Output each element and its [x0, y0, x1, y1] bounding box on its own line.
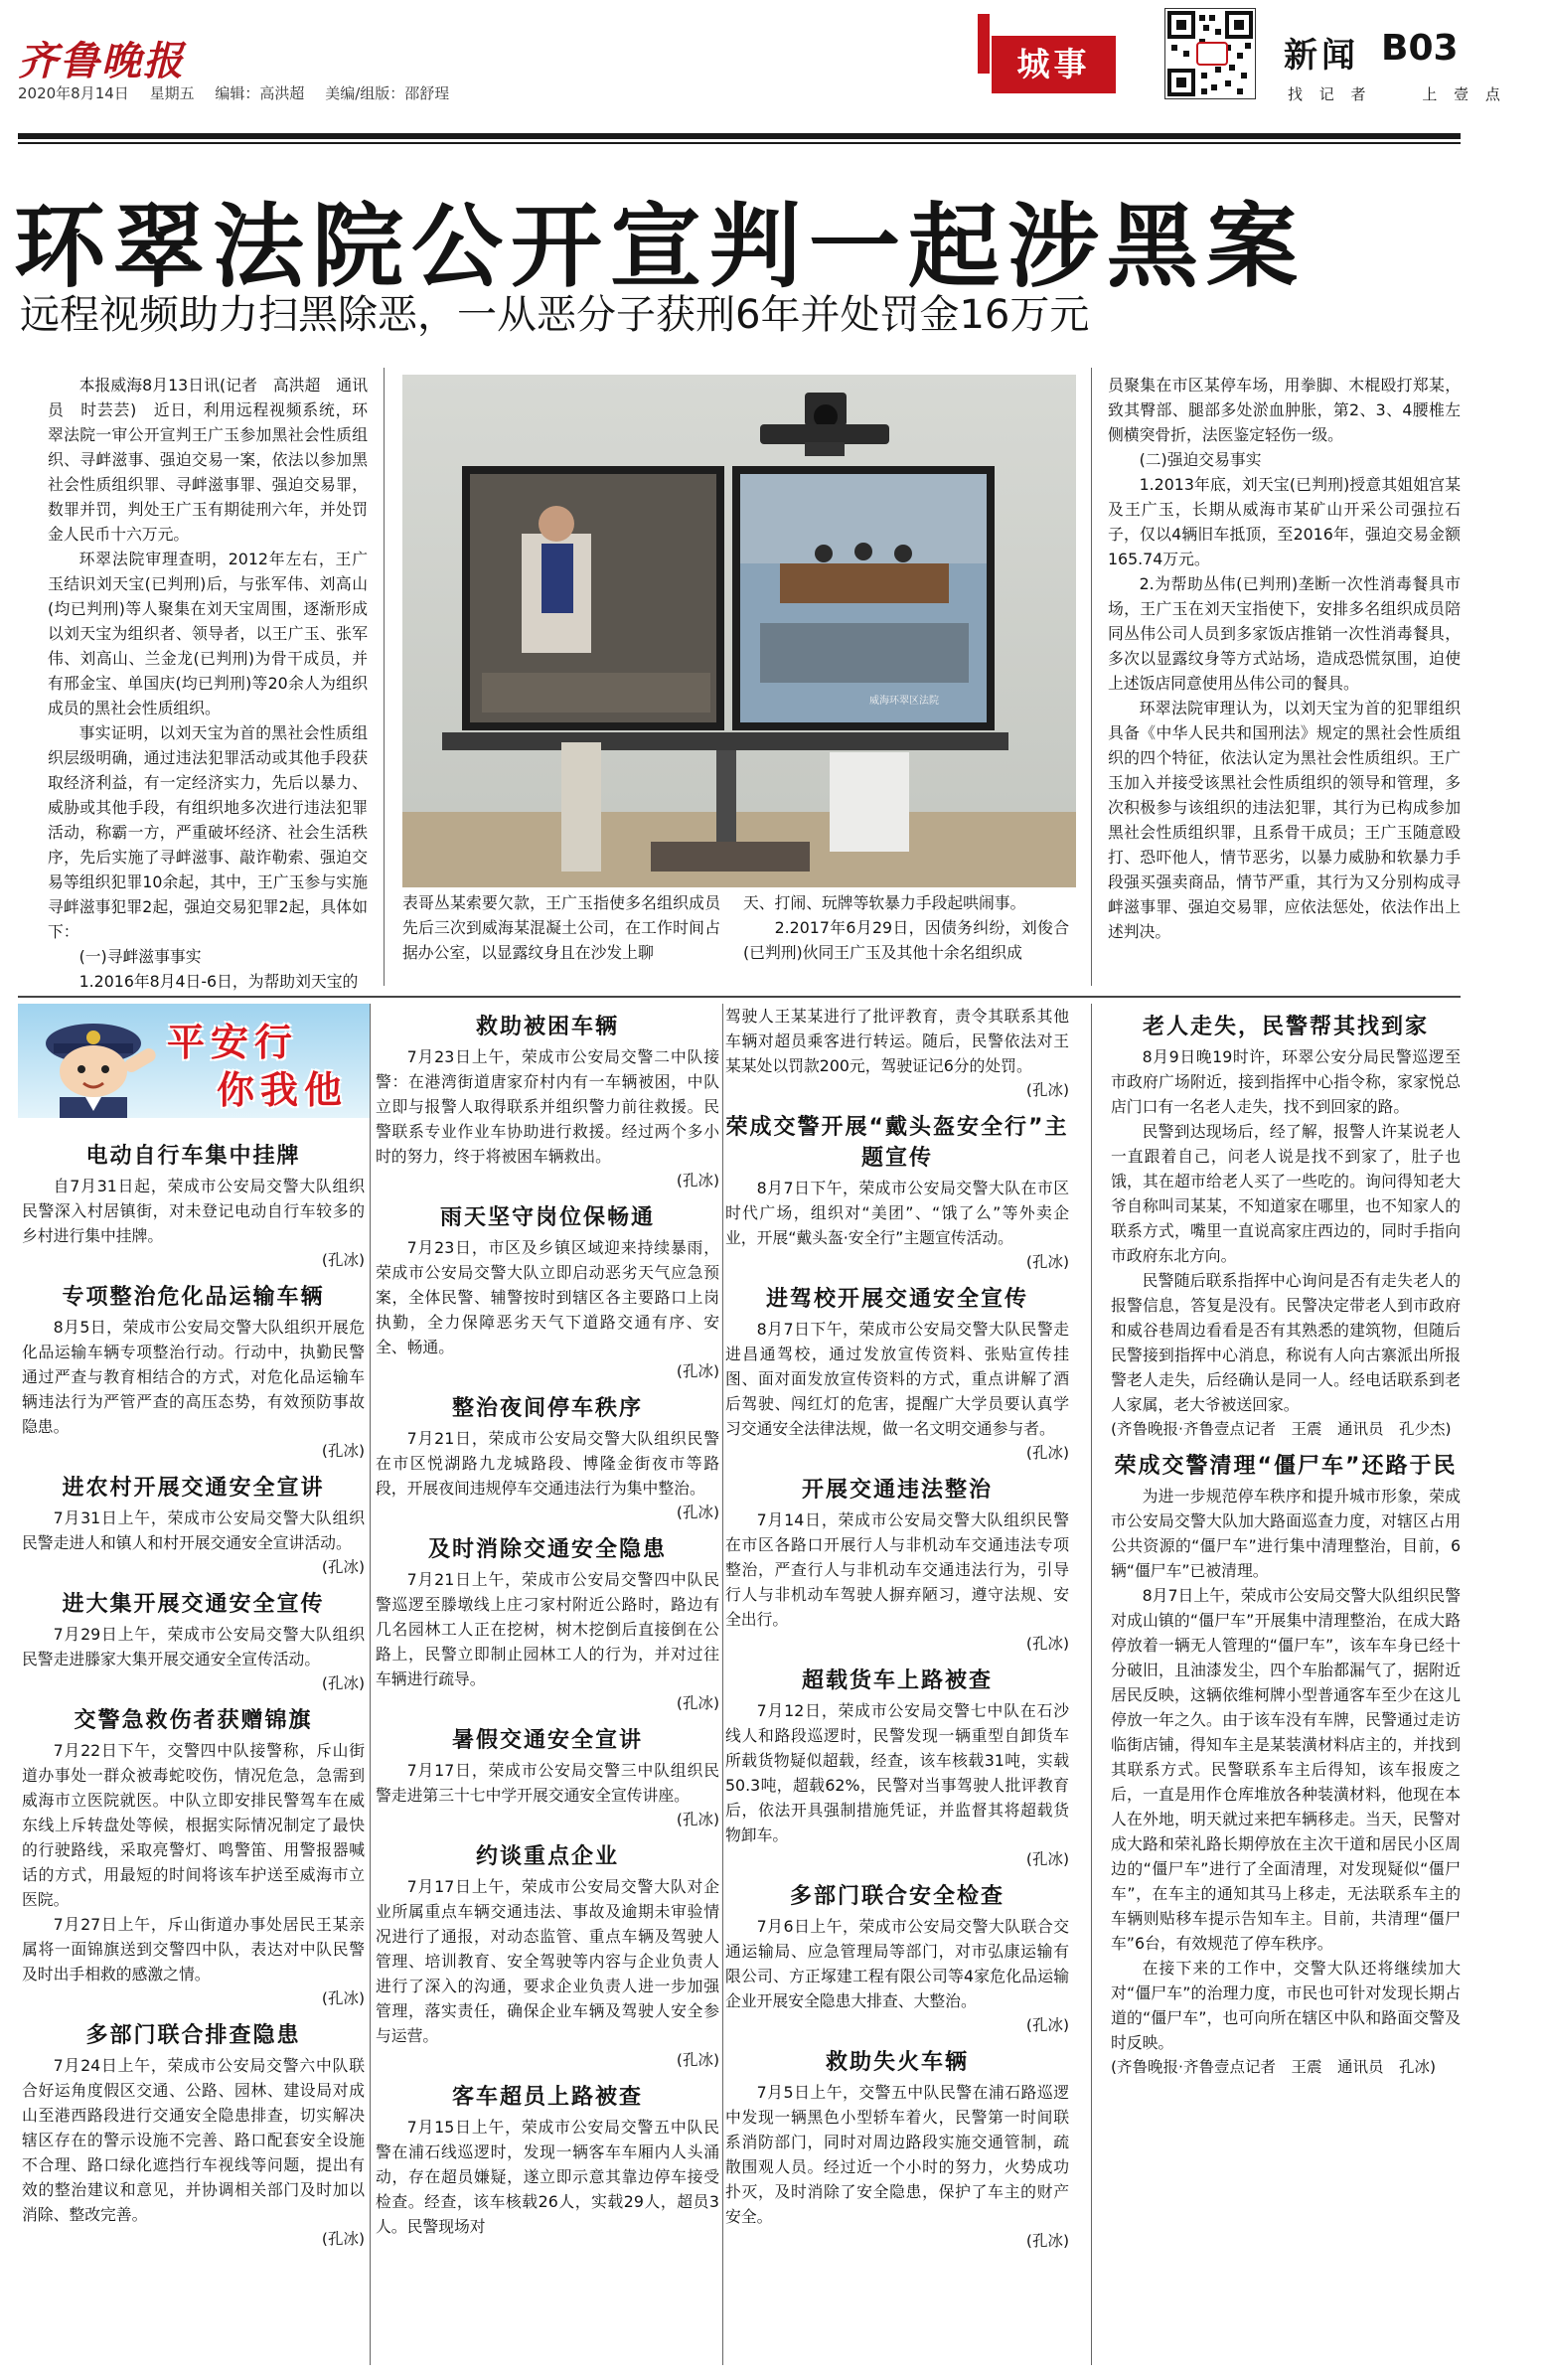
briefs-column-mid — [376, 1004, 719, 2247]
brief-title: 超载货车上路被查 — [801, 1668, 993, 1693]
section-tag — [978, 10, 1119, 81]
mid-rule — [18, 996, 1461, 998]
brief-item — [22, 1280, 365, 1463]
brief-byline: (孔冰) — [1025, 1635, 1069, 1653]
brief-paragraph: 7月5日上午，交警五中队民警在浦石路巡逻中发现一辆黑色小型轿车着火，民警第一时间联系消防部门，同时对周边路段实施交通管制，疏散围观人员。经过近一个小时的努力，火势成功扑灭，及时消除了安全隐患，保护了车主的财产安全。 — [725, 2083, 1069, 2226]
brief-paragraph: 7月31日上午，荣成市公安局交警大队组织民警走进人和镇人和村开展交通安全宣讲活动。 — [22, 1508, 365, 1552]
brief-title: 进大集开展交通安全宣传 — [62, 1592, 325, 1617]
brief-title: 救助失火车辆 — [825, 2050, 969, 2075]
brief-title: 进农村开展交通安全宣讲 — [62, 1476, 325, 1501]
section-news-label: 新闻 — [1284, 36, 1359, 76]
column-divider — [370, 1004, 371, 2365]
brief-item — [22, 1703, 365, 2010]
brief-body — [725, 1507, 1069, 1632]
brief-paragraph: 7月6日上午，荣成市公安局交警大队联合交通运输局、应急管理局等部门，对市弘康运输有限公司、方正塚建工程有限公司等4家危化品运输企业开展安全隐患大排查、大整治。 — [725, 1917, 1069, 2010]
column-divider — [384, 368, 385, 986]
lead-paragraph-6: 天、打闹、玩牌等软暴力手段起哄闹事。 — [743, 893, 1026, 912]
brief-body — [725, 1176, 1069, 1250]
brief-title: 荣成交警清理“僵尸车”还路于民 — [1114, 1454, 1458, 1479]
brief-byline: (孔冰) — [321, 1989, 365, 2007]
brief-byline: (孔冰) — [676, 1694, 719, 1712]
brief-byline: (孔冰) — [676, 1811, 719, 1828]
brief-item — [376, 1723, 719, 1831]
screen-caption: 威海环翠区法院 — [869, 696, 939, 707]
top-rule — [18, 133, 1461, 139]
brief-paragraph: 7月23日上午，荣成市公安局交警二中队接警：在港湾街道唐家夼村内有一车辆被困，中队立即与报警人取得联系并组织警力前往救援。民警联系专业作业车协助进行救援。经过两个多小时的努力，终于将被困车辆救出。 — [376, 1047, 719, 1166]
brief-paragraph: 驾驶人王某某进行了批评教育，责令其联系其他车辆对超员乘客进行转运。随后，民警依法对王某某处以罚款200元，驾驶证记6分的处罚。 — [725, 1007, 1069, 1075]
safety-banner — [18, 1004, 371, 1118]
brief-paragraph: 8月5日，荣成市公安局交警大队组织开展危化品运输车辆专项整治行动。行动中，执勤民警通过严查与教育相结合的方式，对危化品运输车辆违法行为严管严查的高压态势，有效预防事故隐患。 — [22, 1318, 365, 1436]
section-label: 城事 — [992, 36, 1116, 93]
issue-date: 2020年8月14日 — [18, 84, 129, 102]
brief-byline: (孔冰) — [1025, 1444, 1069, 1462]
brief-title: 客车超员上路被查 — [451, 2085, 643, 2110]
brief-title: 开展交通违法整治 — [801, 1478, 993, 1503]
brief-byline: (孔冰) — [676, 1504, 719, 1521]
lead-paragraph-10: 2.为帮助丛伟(已判刑)垄断一次性消毒餐具市场，王广玉在刘天宝指使下，安排多名组织成员陪同丛伟公司人员到多家饭店推销一次性消毒餐具，多次以显露纹身等方式站场，造成恐慌氛围，迫使上述饭店同意使用丛伟公司的餐具。 — [1108, 574, 1461, 693]
brief-item — [725, 1879, 1069, 2037]
brief-title: 暑假交通安全宣讲 — [451, 1728, 643, 1753]
brief-byline: (齐鲁晚报·齐鲁壹点记者 王震 通讯员 孔少杰) — [1111, 1420, 1452, 1438]
brief-item — [376, 1532, 719, 1715]
lead-paragraph-4: 1.2016年8月4日-6日，为帮助刘天宝的 — [78, 972, 359, 991]
brief-byline: (孔冰) — [1025, 2016, 1069, 2034]
brief-body — [1111, 1484, 1461, 2055]
brief-body — [376, 1567, 719, 1691]
brief-item — [22, 1471, 365, 1579]
top-rule-thin — [18, 142, 1461, 144]
brief-item — [1111, 1449, 1461, 2079]
brief-title: 多部门联合排查隐患 — [85, 2023, 301, 2048]
issue-designer: 美编/组版：邵舒珵 — [325, 84, 450, 102]
brief-body — [22, 1506, 365, 1555]
brief-title: 雨天坚守岗位保畅通 — [439, 1205, 655, 1230]
brief-title: 及时消除交通安全隐患 — [427, 1537, 667, 1562]
banner-line-2: 你我他 — [217, 1068, 349, 1112]
brief-item — [376, 2080, 719, 2239]
brief-body — [376, 1426, 719, 1501]
brief-body — [725, 1317, 1069, 1441]
briefs-column-left — [22, 1133, 365, 2259]
brief-item — [22, 1139, 365, 1272]
brief-body — [22, 2053, 365, 2227]
brief-title: 电动自行车集中挂牌 — [85, 1144, 301, 1169]
brief-body — [725, 1004, 1069, 1078]
brief-title: 救助被困车辆 — [475, 1015, 619, 1039]
brief-item — [725, 1282, 1069, 1465]
brief-body — [725, 1698, 1069, 1847]
lead-paragraph-9: 1.2013年底，刘天宝(已判刑)授意其姐姐宫某及王广玉，长期从威海市某矿山开采公司强拉石子，仅以4辆旧车抵顶，至2016年，强迫交易金额165.74万元。 — [1108, 475, 1461, 568]
brief-paragraph: 民警到达现场后，经了解，报警人许某说老人一直跟着自己，问老人说是找不到家了，肚子也饿，其在超市给老人买了一些吃的。询问得知老大爷自称叫司某某，不知道家在哪里，也不知家人的联系方式，嘴里一直说高家庄西边的，同时手指向市政府东北方向。 — [1111, 1122, 1461, 1265]
brief-body — [376, 1758, 719, 1808]
brief-body — [376, 1874, 719, 2048]
newspaper-logo: 齐鲁晚报 — [18, 38, 185, 84]
brief-byline: (孔冰) — [1025, 1850, 1069, 1868]
brief-byline: (孔冰) — [1025, 1253, 1069, 1271]
column-divider — [722, 1004, 723, 2365]
brief-byline: (孔冰) — [676, 1172, 719, 1190]
brief-title: 专项整治危化品运输车辆 — [62, 1285, 325, 1310]
brief-byline: (孔冰) — [676, 1362, 719, 1380]
issue-meta — [18, 82, 465, 103]
subheadline: 远程视频助力扫黑除恶，一从恶分子获刑6年并处罚金16万元 — [20, 292, 1090, 338]
column-divider — [1091, 368, 1092, 986]
page-number: B03 — [1381, 28, 1459, 69]
brief-body — [725, 1914, 1069, 2013]
brief-title: 约谈重点企业 — [475, 1844, 619, 1869]
headline: 环翠法院公开宣判一起涉黑案 — [14, 194, 1307, 300]
brief-paragraph: 8月7日下午，荣成市公安局交警大队民警走进昌通驾校，通过发放宣传资料、张贴宣传挂图、面对面发放宣传资料的方式，重点讲解了酒后驾驶、闯红灯的危害，提醒广大学员要认真学习交通安全法律法规，做一名文明交通参与者。 — [725, 1320, 1069, 1438]
brief-body — [22, 1622, 365, 1671]
column-label-right: 上 壹 点 — [1422, 85, 1506, 103]
brief-item — [1111, 1010, 1461, 1441]
brief-body — [376, 2115, 719, 2239]
brief-paragraph: 7月24日上午，荣成市公安局交警六中队联合好运角度假区交通、公路、园林、建设局对成山至港西路段进行交通安全隐患排查，切实解决辖区存在的警示设施不完善、路口配套安全设施不合理、路口绿化遮挡行车视线等问题，提出有效的整治建议和意见，并协调相关部门及时加以消除、整改完善。 — [22, 2056, 365, 2224]
brief-body — [725, 2080, 1069, 2229]
brief-paragraph: 7月22日下午，交警四中队接警称，斥山街道办事处一群众被毒蛇咬伤，情况危急，急需到威海市立医院就医。中队立即安排民警驾车在威东线上斥转盘处等候，根据实际情况制定了最快的行驶路线，采取亮警灯、鸣警笛、用警报器喊话的方式，用最短的时间将该车护送至威海市立医院。 — [22, 1741, 365, 1909]
lead-paragraph-3: 事实证明，以刘天宝为首的黑社会性质组织层级明确，通过违法犯罪活动或其他手段获取经济利益，有一定经济实力，先后以暴力、威胁或其他手段，有组织地多次进行违法犯罪活动，称霸一方，严重破坏经济、社会生活秩序，先后实施了寻衅滋事、敲诈勒索、强迫交易等组织犯罪10余起，其中，王广玉参与实施寻衅滋事犯罪2起，强迫交易犯罪2起，具体如下： — [48, 723, 368, 941]
brief-paragraph: 7月15日上午，荣成市公安局交警五中队民警在浦石线巡逻时，发现一辆客车车厢内人头涌动，存在超员嫌疑，遂立即示意其靠边停车接受检查。经查，该车核载26人，实载29人，超员3人。民警现场对 — [376, 2118, 719, 2236]
brief-item — [376, 1391, 719, 1524]
lead-subheading-2: (二)强迫交易事实 — [1139, 450, 1262, 469]
qr-brand-badge-icon — [1196, 42, 1228, 66]
lead-subheading-1: (一)寻衅滋事事实 — [78, 947, 202, 966]
brief-title: 交警急救伤者获赠锦旗 — [74, 1708, 313, 1733]
brief-paragraph: 7月27日上午，斥山街道办事处居民王某亲属将一面锦旗送到交警四中队，表达对中队民警及时出手相救的感激之情。 — [22, 1915, 365, 1983]
brief-paragraph: 8月9日晚19时许，环翠公安分局民警巡逻至市政府广场附近，接到指挥中心指令称，家家悦总店门口有一名老人走失，找不到回家的路。 — [1111, 1047, 1461, 1116]
brief-item — [725, 1004, 1069, 1102]
brief-item — [725, 1473, 1069, 1656]
brief-paragraph: 为进一步规范停车秩序和提升城市形象，荣成市公安局交警大队加大路面巡查力度，对辖区占用公共资源的“僵尸车”进行集中清理整治，目前，6辆“僵尸车”已被清理。 — [1111, 1487, 1461, 1580]
brief-body — [376, 1044, 719, 1169]
police-officer-icon — [24, 1004, 173, 1118]
column-label-left: 找 记 者 — [1288, 85, 1372, 103]
lead-article-col1 — [48, 373, 368, 994]
brief-title: 老人走失，民警帮其找到家 — [1142, 1015, 1429, 1039]
brief-body — [376, 1235, 719, 1359]
lead-paragraph-11: 环翠法院审理认为，以刘天宝为首的犯罪组织具备《中华人民共和国刑法》规定的黑社会性质组织的四个特征，依法认定为黑社会性质组织。王广玉加入并接受该黑社会性质组织的领导和管理，多次积极参与该组织的违法犯罪，其行为已构成参加黑社会性质组织罪，且系骨干成员；王广玉随意殴打、恐吓他人，情节恶劣，以暴力威胁和软暴力手段强买强卖商品，情节严重，其行为又分别构成寻衅滋事罪、强迫交易罪，应依法惩处，依法作出上述判决。 — [1108, 699, 1461, 941]
brief-item — [22, 1587, 365, 1695]
brief-body — [22, 1315, 365, 1439]
brief-paragraph: 7月17日上午，荣成市公安局交警大队对企业所属重点车辆交通违法、事故及逾期未审验情况进行了通报，对动态监管、重点车辆及驾驶人管理、培训教育、安全驾驶等内容与企业负责人进行了深入的沟通，要求企业负责人进一步加强管理，落实责任，确保企业车辆及驾驶人安全参与运营。 — [376, 1877, 719, 2045]
lead-article-col4 — [1108, 373, 1461, 944]
brief-paragraph: 8月7日下午，荣成市公安局交警大队在市区时代广场，组织对“美团”、“饿了么”等外卖企业，开展“戴头盔·安全行”主题宣传活动。 — [725, 1179, 1069, 1247]
brief-item — [725, 1110, 1069, 1274]
lead-paragraph-1: 本报威海8月13日讯(记者 高洪超 通讯员 时芸芸) 近日，利用远程视频系统，环翠法院一审公开宣判王广玉参加黑社会性质组织、寻衅滋事、强迫交易一案，依法以参加黑社会性质组织罪、寻衅滋事罪、强迫交易罪，数罪并罚，判处王广玉有期徒刑六年，并处罚金人民币十六万元。 — [48, 376, 368, 544]
brief-item — [725, 1664, 1069, 1871]
brief-title: 多部门联合安全检查 — [789, 1884, 1005, 1909]
brief-byline: (孔冰) — [1025, 1081, 1069, 1099]
brief-paragraph: 自7月31日起，荣成市公安局交警大队组织民警深入村居镇街，对未登记电动自行车较多的乡村进行集中挂牌。 — [22, 1177, 365, 1245]
brief-byline: (孔冰) — [321, 2230, 365, 2248]
brief-paragraph: 民警随后联系指挥中心询问是否有走失老人的报警信息，答复是没有。民警决定带老人到市政府和威谷巷周边看看是否有其熟悉的建筑物，但随后民警接到指挥中心消息，称说有人向古寨派出所报警老人走失，后经确认是同一人。经电话联系到老人家属，老大爷被送回家。 — [1111, 1271, 1461, 1414]
lead-paragraph-5: 表哥丛某索要欠款，王广玉指使多名组织成员先后三次到威海某混凝土公司，在工作时间占据办公室，以显露纹身且在沙发上聊 — [402, 893, 720, 962]
brief-item — [376, 1839, 719, 2072]
issue-weekday: 星期五 — [149, 84, 195, 102]
lead-article-col3 — [743, 890, 1069, 965]
briefs-column-right — [1111, 1004, 1461, 2087]
column-divider — [1091, 1004, 1092, 2365]
brief-paragraph: 7月29日上午，荣成市公安局交警大队组织民警走进滕家大集开展交通安全宣传活动。 — [22, 1625, 365, 1668]
brief-item — [376, 1010, 719, 1192]
brief-title: 整治夜间停车秩序 — [451, 1396, 643, 1421]
brief-paragraph: 在接下来的工作中，交警大队还将继续加大对“僵尸车”的治理力度，市民也可针对发现长期占道的“僵尸车”，也可向所在辖区中队和路面交警及时反映。 — [1111, 1959, 1461, 2052]
brief-byline: (孔冰) — [321, 1674, 365, 1692]
lead-article-col2 — [402, 890, 720, 965]
brief-paragraph: 7月14日，荣成市公安局交警大队组织民警在市区各路口开展行人与非机动车交通违法专项整治，严查行人与非机动车交通违法行为，引导行人与非机动车驾驶人摒弃陋习，遵守法规、安全出行。 — [725, 1510, 1069, 1629]
brief-item — [376, 1200, 719, 1383]
brief-body — [22, 1738, 365, 1986]
banner-line-1: 平安行 — [167, 1021, 299, 1064]
column-label — [1288, 83, 1546, 104]
lead-paragraph-2: 环翠法院审理查明，2012年左右，王广玉结识刘天宝(已判刑)后，与张军伟、刘高山(均已判刑)等人聚集在刘天宝周围，逐渐形成以刘天宝为组织者、领导者，以王广玉、张军伟、刘高山、兰金龙(已判刑)为骨干成员，并有邢金宝、单国庆(均已判刑)等20余人为组织成员的黑社会性质组织。 — [48, 550, 368, 717]
brief-paragraph: 7月21日上午，荣成市公安局交警四中队民警巡逻至滕墩线上庄刁家村附近公路时，路边有几名园林工人正在挖树，树木挖倒后直接倒在公路上，民警立即制止园林工人的行为，并对过往车辆进行疏导。 — [376, 1570, 719, 1688]
brief-byline: (孔冰) — [676, 2051, 719, 2069]
briefs-column-right-mid — [725, 1004, 1069, 2261]
brief-title: 进驾校开展交通安全宣传 — [765, 1287, 1028, 1312]
brief-item — [22, 2018, 365, 2251]
brief-byline: (孔冰) — [321, 1251, 365, 1269]
brief-title: 荣成交警开展“戴头盔安全行”主题宣传 — [725, 1115, 1069, 1171]
brief-item — [725, 2045, 1069, 2253]
brief-byline: (齐鲁晚报·齐鲁壹点记者 王震 通讯员 孔冰) — [1111, 2058, 1437, 2076]
brief-paragraph: 7月12日，荣成市公安局交警七中队在石沙线人和路段巡逻时，民警发现一辆重型自卸货车所载货物疑似超载，经查，该车核载31吨，实载50.3吨，超载62%，民警对当事驾驶人批评教育后，依法开具强制措施凭证，并监督其将超载货物卸车。 — [725, 1701, 1069, 1844]
brief-paragraph: 7月17日，荣成市公安局交警三中队组织民警走进第三十七中学开展交通安全宣传讲座。 — [376, 1761, 719, 1805]
brief-paragraph: 8月7日上午，荣成市公安局交警大队组织民警对成山镇的“僵尸车”开展集中清理整治，在成大路停放着一辆无人管理的“僵尸车”，该车车身已经十分破旧，且油漆发尘，四个车胎都漏气了，据附近居民反映，这辆依维柯牌小型普通客车至少在这儿停放一年之久。由于该车没有车牌，民警通过走访临街店铺，得知车主是某装潢材料店主的，并找到其联系方式。民警联系车主后得知，该车报废之后，一直是用作仓库堆放各种装潢材料，他现在本人在外地，明天就过来把车辆移走。当天，民警对成大路和荣礼路长期停放在主次干道和居民小区周边的“僵尸车”进行了全面清理，对发现疑似“僵尸车”，在车主的通知其马上移走，无法联系车主的车辆则贴移车提示告知车主。目前，共清理“僵尸车”6台，有效规范了停车秩序。 — [1111, 1586, 1461, 1953]
brief-byline: (孔冰) — [321, 1558, 365, 1576]
brief-paragraph: 7月23日，市区及乡镇区域迎来持续暴雨，荣成市公安局交警大队立即启动恶劣天气应急预案，全体民警、辅警按时到辖区各主要路口上岗执勤，全力保障恶劣天气下道路交通有序、安全、畅通。 — [376, 1238, 719, 1356]
issue-editor: 编辑：高洪超 — [215, 84, 305, 102]
brief-byline: (孔冰) — [321, 1442, 365, 1460]
lead-paragraph-7: 2.2017年6月29日，因债务纠纷，刘俊合(已判刑)伙同王广玉及其他十余名组织成 — [743, 918, 1069, 962]
brief-body — [1111, 1044, 1461, 1417]
brief-byline: (孔冰) — [1025, 2232, 1069, 2250]
courtroom-video-photo — [402, 375, 1076, 887]
brief-body — [22, 1174, 365, 1248]
lead-paragraph-8: 员聚集在市区某停车场，用拳脚、木棍殴打郑某，致其臀部、腿部多处淤血肿胀，第2、3、4腰椎左侧横突骨折，法医鉴定轻伤一级。 — [1108, 376, 1461, 444]
brief-paragraph: 7月21日，荣成市公安局交警大队组织民警在市区悦湖路九龙城路段、博隆金街夜市等路段，开展夜间违规停车交通违法行为集中整治。 — [376, 1429, 719, 1498]
